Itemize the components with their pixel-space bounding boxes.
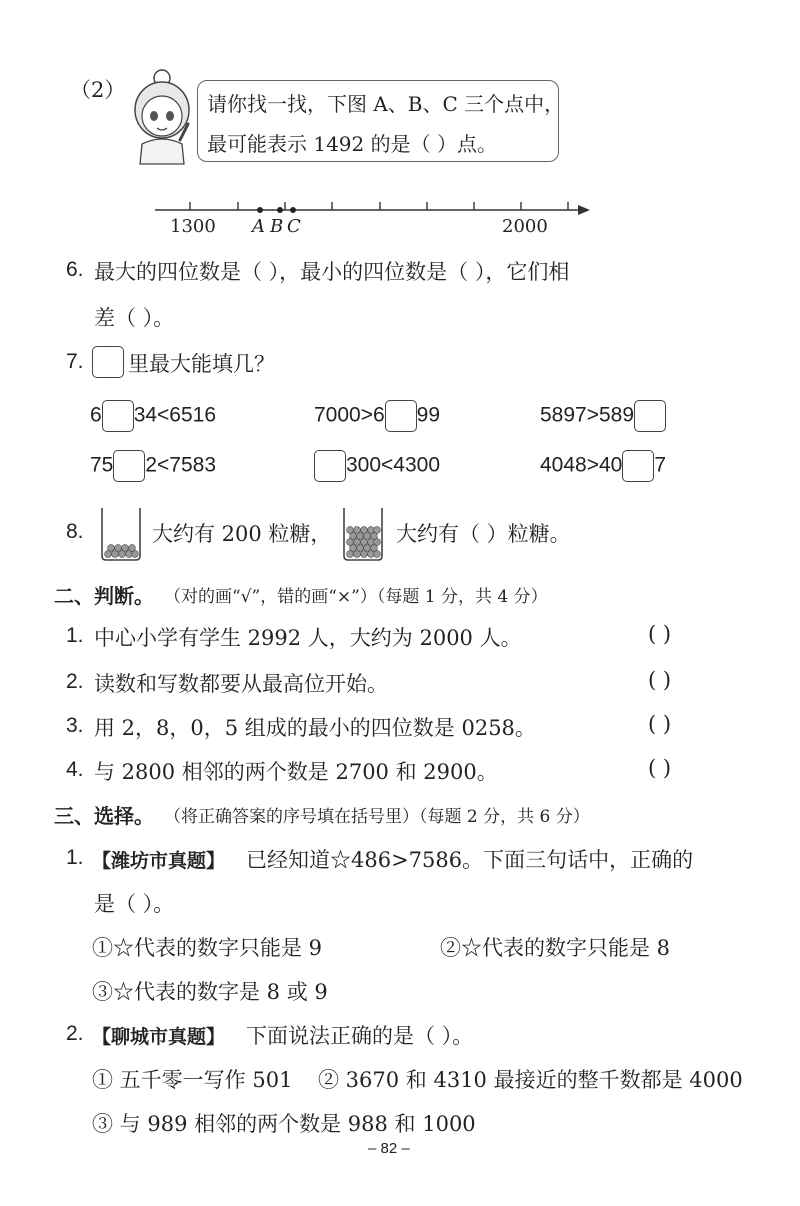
- q7-item-b: 7000>6 99: [314, 400, 440, 432]
- point-c-label: C: [287, 216, 301, 237]
- sec2-item4-answer[interactable]: ( ): [648, 756, 672, 780]
- point-c-dot: [290, 207, 296, 213]
- q7-prompt: 里最大能填几？: [128, 352, 275, 376]
- section2-title: 二、判断。: [54, 584, 154, 608]
- q7-box-prompt: [92, 346, 124, 378]
- q6-number: 6.: [66, 258, 84, 281]
- number-line: [150, 196, 595, 218]
- q7-a-box[interactable]: [102, 400, 134, 432]
- q7-d-box[interactable]: [113, 450, 145, 482]
- point-b-label: B: [270, 216, 284, 237]
- q6-line2: 差（ ）。: [94, 306, 175, 330]
- q8-text1: 大约有 200 粒糖，: [152, 522, 332, 546]
- axis-label-1300: 1300: [170, 216, 216, 237]
- sec3-q1-line1: 已经知道☆486>7586。下面三句话中，正确的: [246, 848, 694, 872]
- candy-jar-small-icon: [98, 506, 144, 562]
- page-number: – 82 –: [368, 1140, 410, 1157]
- bubble-text-line2: 最可能表示 1492 的是（ ）点。: [207, 132, 497, 156]
- sec2-item2-answer[interactable]: ( ): [648, 668, 672, 692]
- sec3-q1-line2: 是（ ）。: [94, 892, 175, 916]
- sec3-q1-option1: ①☆代表的数字只能是 9: [92, 936, 323, 960]
- point-a-label: A: [252, 216, 265, 237]
- sec2-item3-answer[interactable]: ( ): [648, 712, 672, 736]
- q7-number: 7.: [66, 350, 84, 373]
- sec3-q2-line1: 下面说法正确的是（ ）。: [246, 1024, 474, 1048]
- sec3-q2-option3: ③ 与 989 相邻的两个数是 988 和 1000: [92, 1112, 476, 1136]
- section3-title: 三、选择。: [54, 804, 154, 828]
- q7-item-c: 5897>589: [540, 400, 666, 432]
- point-b-dot: [277, 207, 283, 213]
- sec2-item2-text: 读数和写数都要从最高位开始。: [94, 672, 388, 696]
- sec3-q1-option2: ②☆代表的数字只能是 8: [440, 936, 671, 960]
- sec2-item1-number: 1.: [66, 624, 84, 647]
- sec2-item2-number: 2.: [66, 670, 84, 693]
- sec3-q1-tag: 【潍坊市真题】: [92, 850, 226, 872]
- point-a-dot: [257, 207, 263, 213]
- sec3-q2-option1: ① 五千零一写作 501: [92, 1068, 293, 1092]
- q7-item-d: 75 2<7583: [90, 450, 216, 482]
- sec2-item4-number: 4.: [66, 758, 84, 781]
- section2-note: （对的画“√”，错的画“×”）（每题 1 分，共 4 分）: [164, 587, 548, 607]
- section3-note: （将正确答案的序号填在括号里）（每题 2 分，共 6 分）: [164, 807, 590, 827]
- sec2-item3-number: 3.: [66, 714, 84, 737]
- q7-e-box[interactable]: [314, 450, 346, 482]
- sec3-q2-number: 2.: [66, 1022, 84, 1045]
- q8-number: 8.: [66, 520, 84, 543]
- sec3-q1-option3: ③☆代表的数字是 8 或 9: [92, 980, 328, 1004]
- bubble-text-line1: 请你找一找，下图 A、B、C 三个点中，: [207, 92, 565, 116]
- sec2-item4-text: 与 2800 相邻的两个数是 2700 和 2900。: [94, 760, 498, 784]
- q7-f-box[interactable]: [622, 450, 654, 482]
- q7-item-a: 6 34<6516: [90, 400, 216, 432]
- q8-text2: 大约有（ ）粒糖。: [396, 522, 571, 546]
- sec3-q2-tag: 【聊城市真题】: [92, 1026, 226, 1048]
- sec3-q1-number: 1.: [66, 846, 84, 869]
- q7-b-box[interactable]: [385, 400, 417, 432]
- q7-item-e: 300<4300: [314, 450, 440, 482]
- q7-c-box[interactable]: [634, 400, 666, 432]
- sec2-item1-text: 中心小学有学生 2992 人，大约为 2000 人。: [94, 626, 522, 650]
- sec2-item3-text: 用 2，8，0，5 组成的最小的四位数是 0258。: [94, 716, 536, 740]
- candy-jar-large-icon: [340, 506, 386, 562]
- q7-item-f: 4048>40 7: [540, 450, 666, 482]
- sec2-item1-answer[interactable]: ( ): [648, 622, 672, 646]
- axis-label-2000: 2000: [502, 216, 548, 237]
- sub-question-label: （2）: [70, 78, 126, 102]
- girl-illustration: [122, 66, 202, 166]
- sec3-q2-option2: ② 3670 和 4310 最接近的整千数都是 4000: [318, 1068, 743, 1092]
- q6-line1: 最大的四位数是（ ），最小的四位数是（ ），它们相: [94, 260, 570, 284]
